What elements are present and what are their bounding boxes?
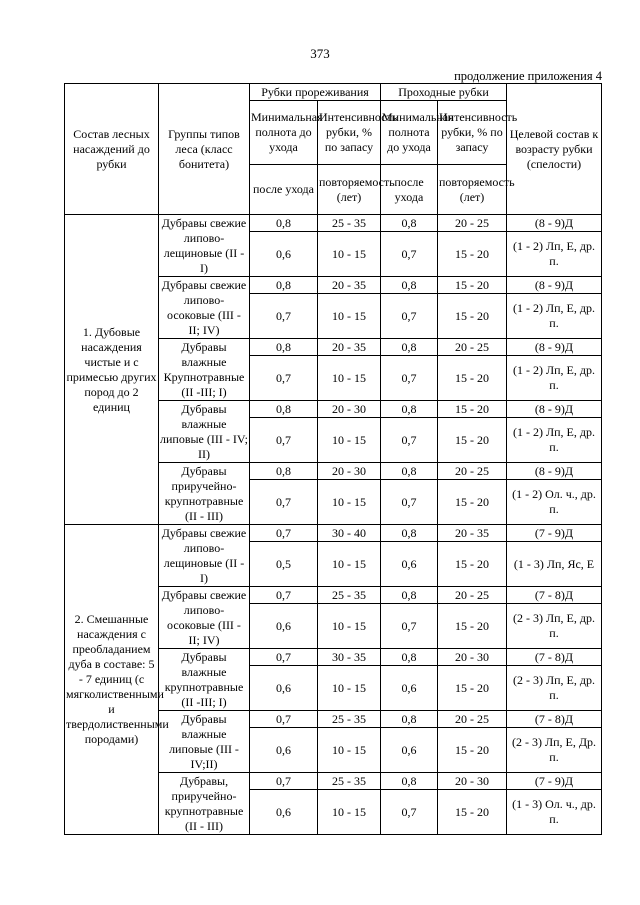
category-cell: 2. Смешанные насаждения с преобладанием дуба в составе: 5 - 7 единиц (с мягколиственными и твердолиственными породами) (65, 525, 159, 835)
table-cell: 20 - 35 (438, 525, 507, 542)
table-cell: 15 - 20 (438, 604, 507, 649)
table-cell: (2 - 3) Лп, Е, Др. п. (507, 728, 602, 773)
table-cell: 0,8 (381, 401, 438, 418)
table-cell: (7 - 9)Д (507, 773, 602, 790)
table-cell: 0,6 (250, 728, 318, 773)
table-cell: 0,5 (250, 542, 318, 587)
table-cell: 15 - 20 (438, 790, 507, 835)
table-cell: 0,7 (381, 790, 438, 835)
table-cell: 10 - 15 (318, 790, 381, 835)
table-cell: 20 - 35 (318, 339, 381, 356)
forest-group-cell: Дубравы влажные Крупнотравные (II -III; I) (159, 339, 250, 401)
table-cell: (8 - 9)Д (507, 277, 602, 294)
table-cell: 15 - 20 (438, 232, 507, 277)
table-header (65, 84, 602, 215)
header-passage: Проходные рубки (381, 84, 507, 101)
table-row (65, 215, 602, 232)
table-cell: 10 - 15 (318, 728, 381, 773)
table-cell: 10 - 15 (318, 294, 381, 339)
table-cell: (8 - 9)Д (507, 463, 602, 480)
table-cell: 0,7 (250, 418, 318, 463)
table-cell: 20 - 30 (438, 649, 507, 666)
header-thin-intensity: Интенсивность рубки, % по запасу (318, 101, 381, 165)
table-cell: 15 - 20 (438, 542, 507, 587)
header-thin-after: после ухода (250, 165, 318, 215)
forest-group-cell: Дубравы, приручейно-крупнотравные (II - III) (159, 773, 250, 835)
forest-group-cell: Дубравы свежие липово-осоковые (III - II; IV) (159, 587, 250, 649)
table-body (65, 215, 602, 835)
table-cell: 0,6 (250, 790, 318, 835)
table-cell: (7 - 9)Д (507, 525, 602, 542)
table-cell: 15 - 20 (438, 480, 507, 525)
table-cell: (8 - 9)Д (507, 401, 602, 418)
table-cell: 10 - 15 (318, 356, 381, 401)
table-cell: 10 - 15 (318, 232, 381, 277)
forest-group-cell: Дубравы свежие липово-лещиновые (II - I) (159, 215, 250, 277)
forest-group-cell: Дубравы свежие липово-лещиновые (II - I) (159, 525, 250, 587)
page-number: 373 (310, 46, 330, 61)
table-cell: 15 - 20 (438, 401, 507, 418)
table-cell: 30 - 35 (318, 649, 381, 666)
table-cell: 15 - 20 (438, 418, 507, 463)
table-cell: 10 - 15 (318, 604, 381, 649)
table-cell: 0,8 (381, 587, 438, 604)
table-cell: (1 - 2) Ол. ч., др. п. (507, 480, 602, 525)
table-cell: 0,6 (250, 604, 318, 649)
continuation-label: продолжение приложения 4 (454, 69, 602, 83)
table-cell: 0,8 (381, 525, 438, 542)
header-pass-after: после ухода (381, 165, 438, 215)
table-cell: (8 - 9)Д (507, 215, 602, 232)
forest-group-cell: Дубравы приручейно-крупнотравные (II - III) (159, 463, 250, 525)
table-cell: (1 - 2) Лп, Е, др. п. (507, 232, 602, 277)
table-cell: 15 - 20 (438, 666, 507, 711)
table-cell: 0,7 (250, 294, 318, 339)
table-cell: (7 - 8)Д (507, 649, 602, 666)
table-cell: 20 - 25 (438, 711, 507, 728)
table-cell: 15 - 20 (438, 356, 507, 401)
table-cell: 0,7 (381, 356, 438, 401)
table-cell: 20 - 25 (438, 463, 507, 480)
table-cell: 0,7 (250, 711, 318, 728)
table-cell: 15 - 20 (438, 277, 507, 294)
table-cell: (8 - 9)Д (507, 339, 602, 356)
table-cell: 10 - 15 (318, 542, 381, 587)
table-cell: 10 - 15 (318, 480, 381, 525)
table-cell: (1 - 3) Лп, Яс, Е (507, 542, 602, 587)
table-cell: 20 - 30 (438, 773, 507, 790)
table-cell: 0,8 (381, 649, 438, 666)
table-row (65, 525, 602, 542)
category-cell: 1. Дубовые насаждения чистые и с примесью других пород до 2 единиц (65, 215, 159, 525)
forest-group-cell: Дубравы свежие липово-осоковые (III - II; IV) (159, 277, 250, 339)
header-thinning: Рубки прореживания (250, 84, 381, 101)
header-composition: Состав лесных насаждений до рубки (65, 84, 159, 215)
table-cell: 0,7 (250, 356, 318, 401)
table-cell: 0,8 (381, 711, 438, 728)
table-cell: 10 - 15 (318, 666, 381, 711)
table-cell: (1 - 2) Лп, Е, др. п. (507, 356, 602, 401)
table-cell: 0,8 (250, 215, 318, 232)
table-cell: 0,8 (250, 277, 318, 294)
table-cell: 20 - 30 (318, 463, 381, 480)
table-cell: 0,6 (250, 232, 318, 277)
forest-group-cell: Дубравы влажные крупнотравные (II -III; I) (159, 649, 250, 711)
table-cell: 0,8 (381, 339, 438, 356)
table-cell: 0,6 (381, 542, 438, 587)
table-cell: (2 - 3) Лп, Е, др. п. (507, 666, 602, 711)
table-cell: 0,7 (250, 480, 318, 525)
table-cell: 0,6 (381, 728, 438, 773)
table-cell: (1 - 2) Лп, Е, др. п. (507, 294, 602, 339)
table-cell: 0,8 (381, 215, 438, 232)
table-cell: (7 - 8)Д (507, 711, 602, 728)
table-cell: 25 - 35 (318, 773, 381, 790)
header-pass-min-density: Минимальная полнота до ухода (381, 101, 438, 165)
table-cell: 15 - 20 (438, 294, 507, 339)
header-pass-intensity: Интенсивность рубки, % по запасу (438, 101, 507, 165)
table-cell: 20 - 25 (438, 339, 507, 356)
forest-group-cell: Дубравы влажные липовые (III - IV;II) (159, 711, 250, 773)
table-cell: 20 - 30 (318, 401, 381, 418)
table-cell: 25 - 35 (318, 587, 381, 604)
table-cell: (1 - 2) Лп, Е, др. п. (507, 418, 602, 463)
table-cell: 0,8 (250, 339, 318, 356)
table-cell: 0,6 (250, 666, 318, 711)
forest-care-table (64, 83, 602, 835)
forest-group-cell: Дубравы влажные липовые (III - IV; II) (160, 401, 248, 461)
table-cell: 0,8 (381, 277, 438, 294)
header-thin-min-density: Минимальная полнота до ухода (250, 101, 318, 165)
header-forest-groups: Группы типов леса (класс бонитета) (159, 84, 250, 215)
table-cell: 25 - 35 (318, 215, 381, 232)
table-cell: (7 - 8)Д (507, 587, 602, 604)
table-cell: 15 - 20 (438, 728, 507, 773)
table-cell: 0,7 (250, 525, 318, 542)
table-cell: 0,7 (381, 418, 438, 463)
table-cell: 0,8 (381, 773, 438, 790)
table-cell: 0,7 (381, 232, 438, 277)
header-target-composition: Целевой состав к возрасту рубки (спелости) (507, 84, 602, 215)
table-cell: 0,7 (250, 773, 318, 790)
table-cell: 0,7 (250, 649, 318, 666)
table-cell: (2 - 3) Лп, Е, др. п. (507, 604, 602, 649)
table-cell: 20 - 25 (438, 215, 507, 232)
table-cell: 0,8 (381, 463, 438, 480)
table-cell: 10 - 15 (318, 418, 381, 463)
table-cell: (1 - 3) Ол. ч., др. п. (507, 790, 602, 835)
table-cell: 0,7 (381, 294, 438, 339)
table-cell: 0,8 (250, 401, 318, 418)
table-cell: 0,7 (250, 587, 318, 604)
table-cell: 20 - 25 (438, 587, 507, 604)
table-cell: 0,7 (381, 604, 438, 649)
table-cell: 30 - 40 (318, 525, 381, 542)
table-cell: 25 - 35 (318, 711, 381, 728)
table-cell: 0,8 (250, 463, 318, 480)
table-cell: 0,6 (381, 666, 438, 711)
header-thin-repeat: повторяемость (лет) (318, 165, 381, 215)
table-cell: 0,7 (381, 480, 438, 525)
header-pass-repeat: повторяемость (лет) (438, 165, 507, 215)
table-cell: 20 - 35 (318, 277, 381, 294)
